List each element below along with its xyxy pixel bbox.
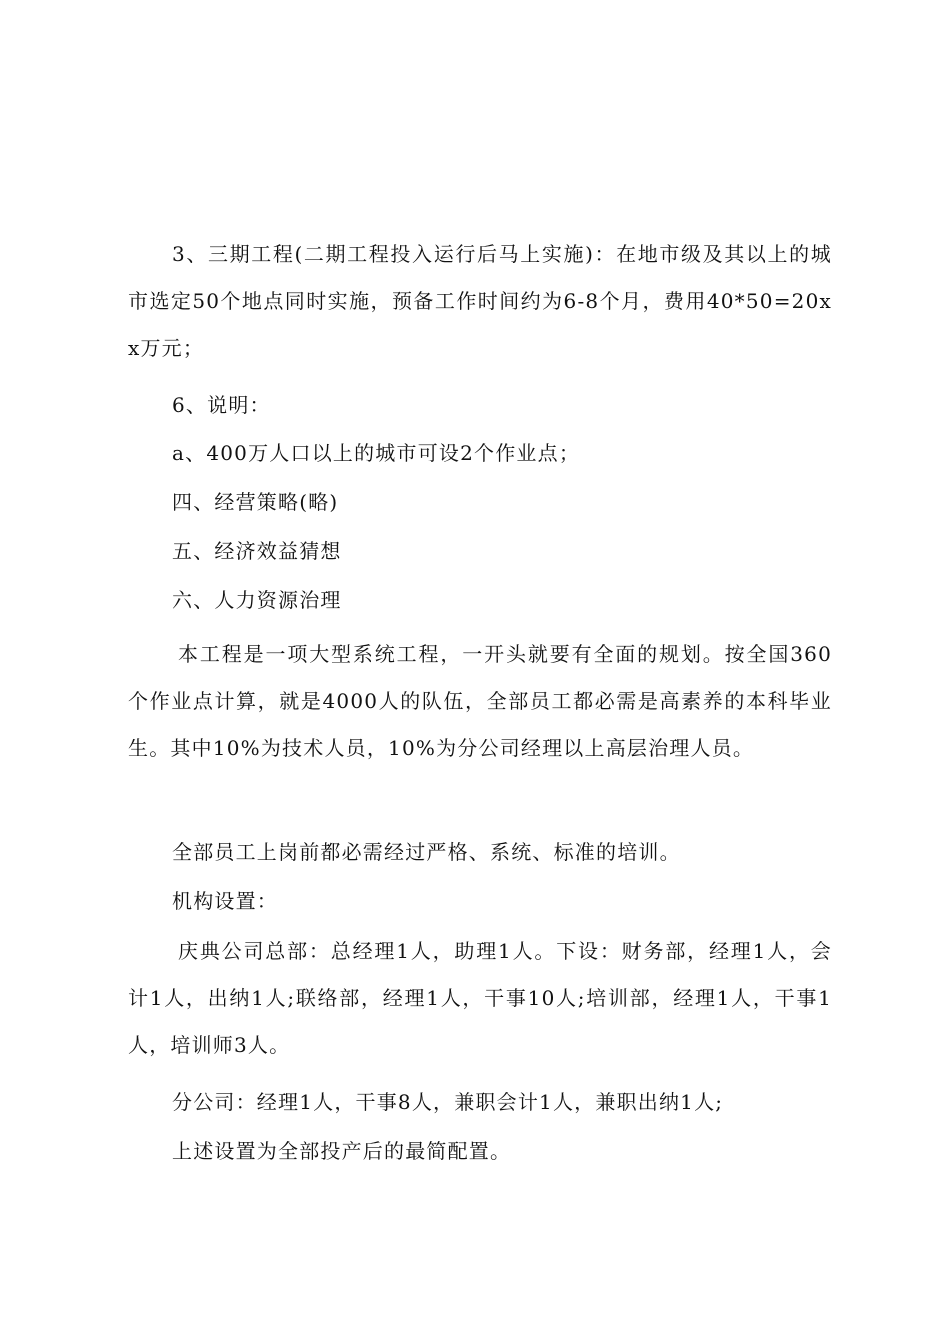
paragraph-phase-three: 3、三期工程(二期工程投入运行后马上实施)：在地市级及其以上的城市选定50个地点同时实施，预备工作时间约为6-8个月，费用40*50=20xx万元； xyxy=(128,242,832,360)
paragraph-notes-heading: 6、说明： xyxy=(172,393,271,417)
paragraph-headquarters: 庆典公司总部：总经理1人，助理1人。下设：财务部，经理1人，会计1人，出纳1人;联络部，经理1人，干事10人;培训部，经理1人，干事1人，培训师3人。 xyxy=(128,939,832,1057)
paragraph-summary: 上述设置为全部投产后的最简配置。 xyxy=(172,1139,512,1163)
heading-economic-benefit: 五、经济效益猜想 xyxy=(172,539,342,563)
paragraph-training: 全部员工上岗前都必需经过严格、系统、标准的培训。 xyxy=(172,840,681,864)
paragraph-project-overview: 本工程是一项大型系统工程，一开头就要有全面的规划。按全国360个作业点计算，就是4000人的队伍，全部员工都必需是高素养的本科毕业生。其中10%为技术人员，10%为分公司经理以上高层治理人员。 xyxy=(128,642,832,760)
paragraph-branch: 分公司：经理1人，干事8人，兼职会计1人，兼职出纳1人; xyxy=(172,1090,724,1114)
heading-organization: 机构设置： xyxy=(172,889,278,913)
heading-human-resources: 六、人力资源治理 xyxy=(172,588,342,612)
paragraph-note-a: a、400万人口以上的城市可设2个作业点； xyxy=(172,441,581,465)
heading-business-strategy: 四、经营策略(略) xyxy=(172,490,339,514)
